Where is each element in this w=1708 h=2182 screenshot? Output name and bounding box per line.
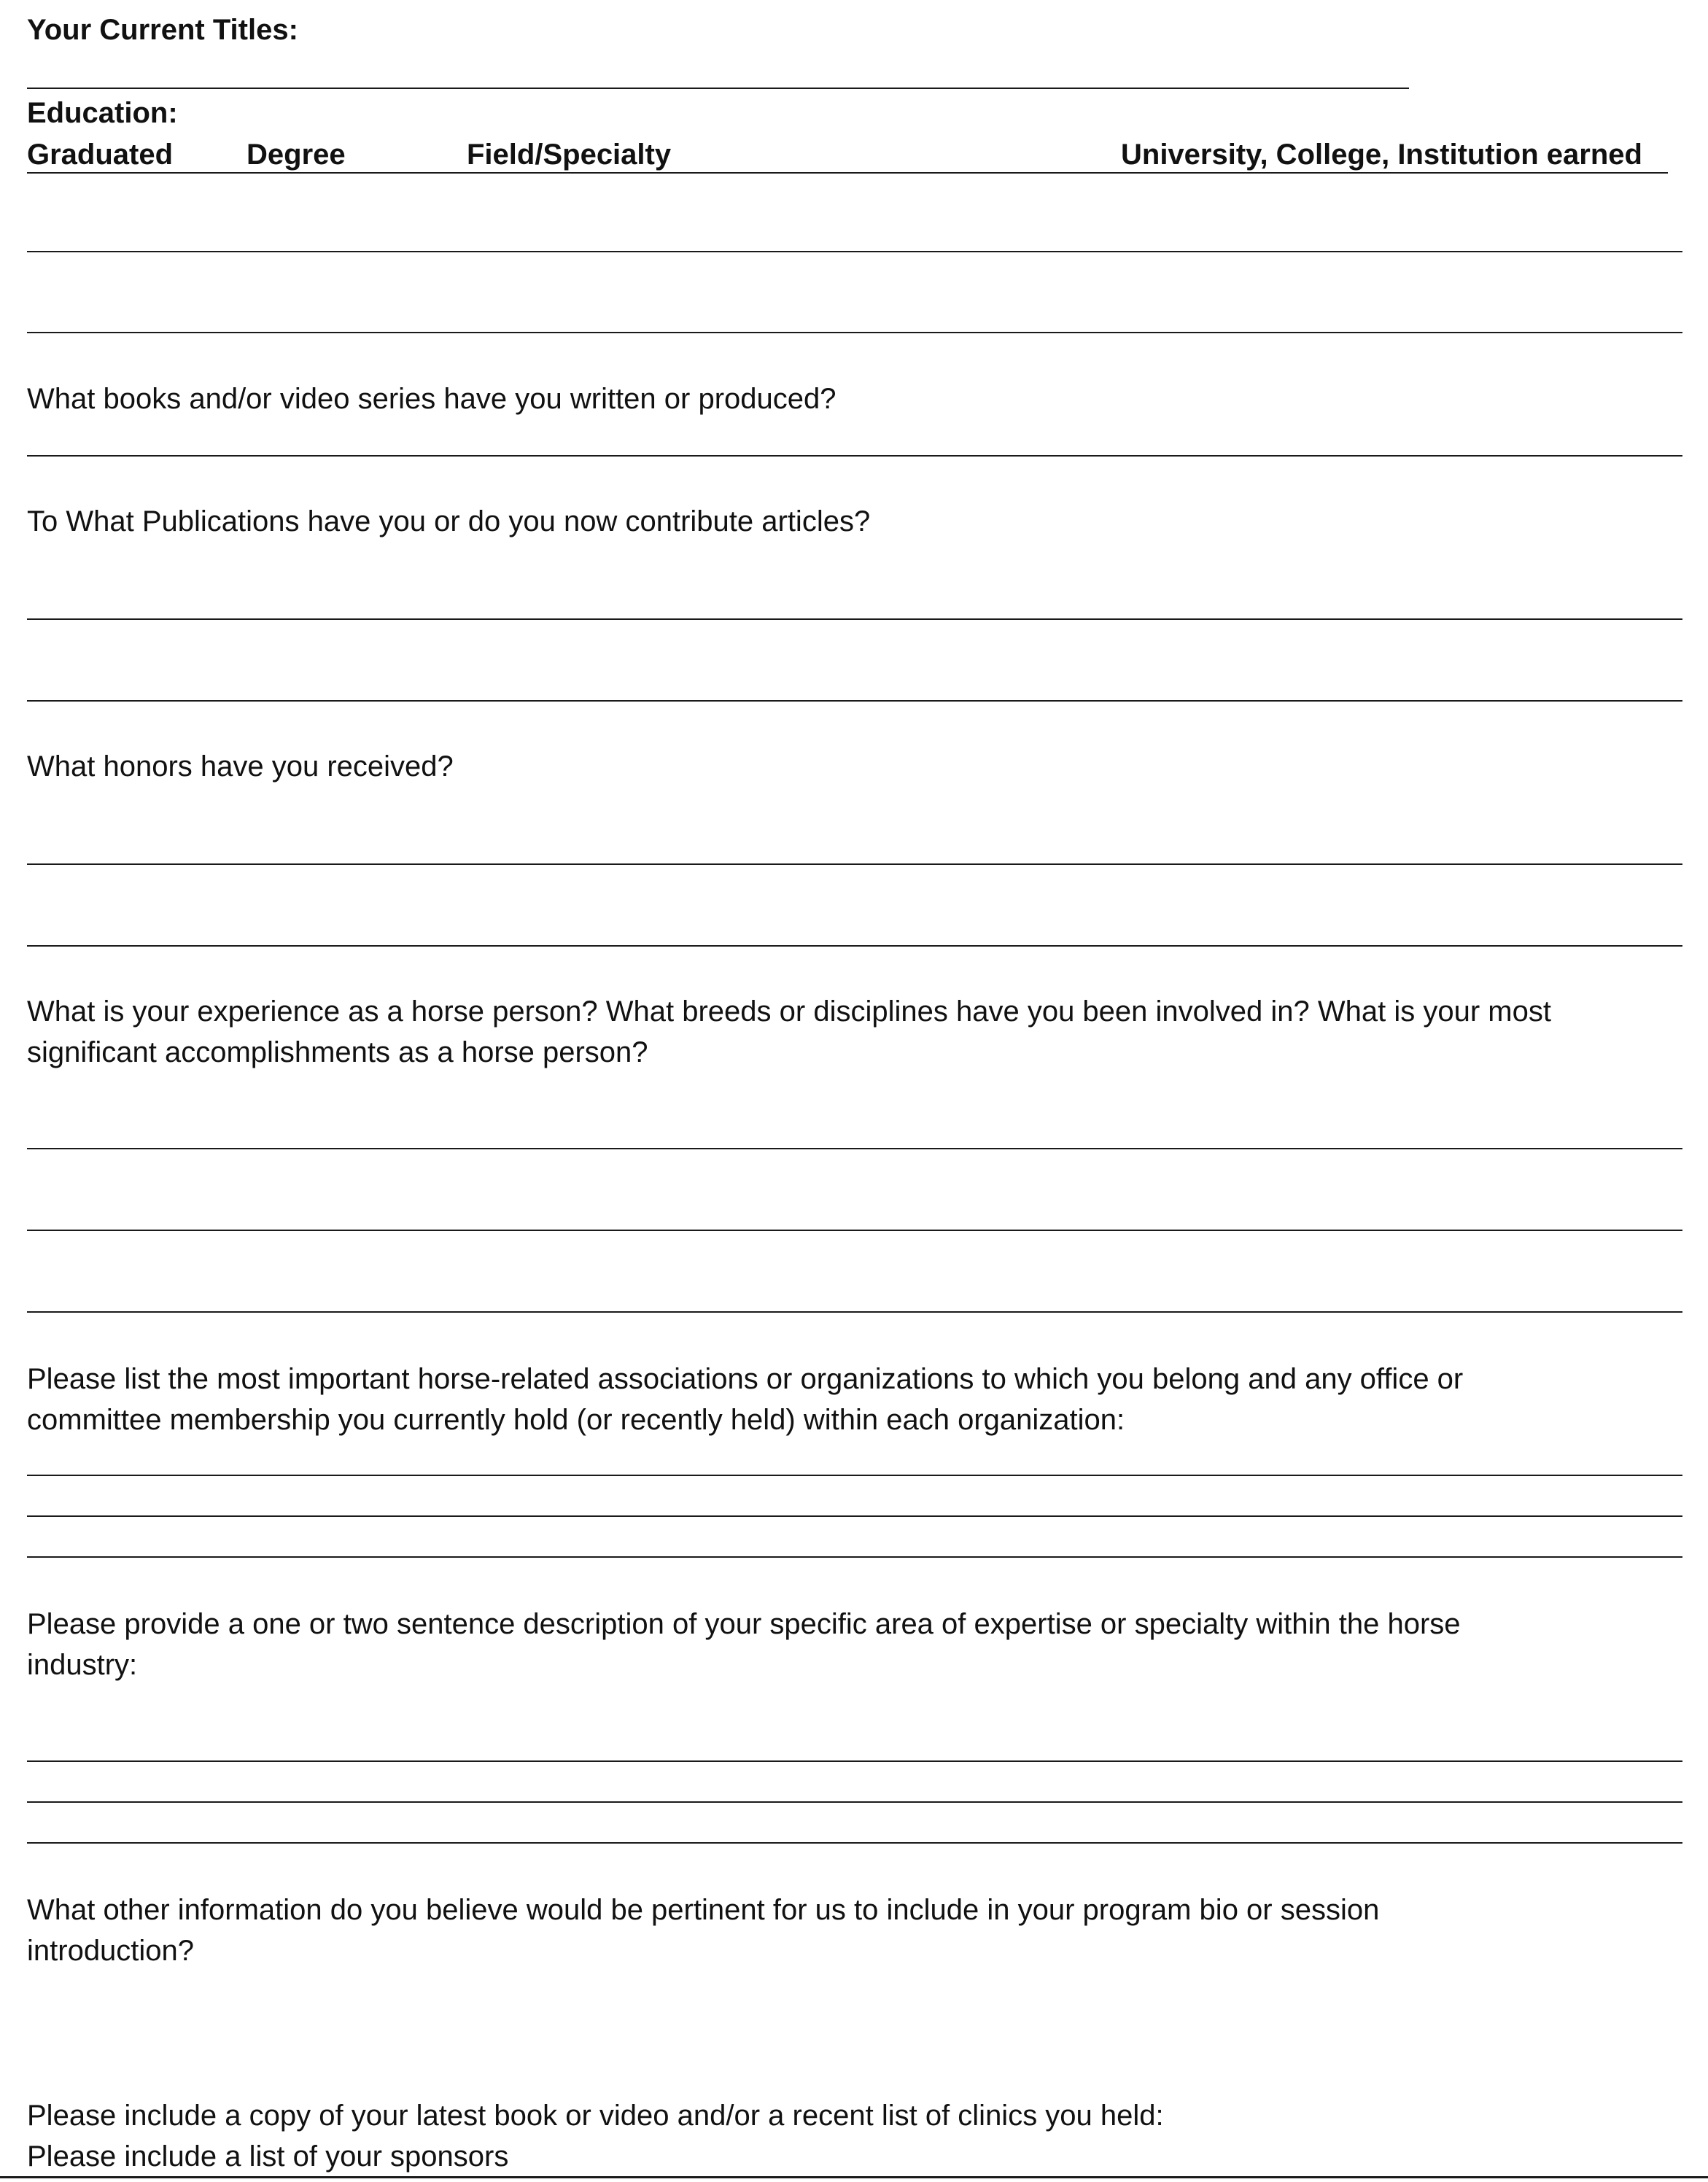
education-header-underline — [27, 172, 1668, 174]
sponsors-request-text: Please include a list of your sponsors — [27, 2140, 509, 2173]
books-question: What books and/or video series have you written or produced? — [27, 383, 836, 415]
expertise-answer-line-3[interactable] — [27, 1842, 1682, 1844]
other-info-question-line-2: introduction? — [27, 1935, 195, 1967]
education-label: Education: — [27, 97, 178, 129]
education-entry-line-1[interactable] — [27, 251, 1682, 252]
associations-answer-line-2[interactable] — [27, 1515, 1682, 1517]
education-col-institution: University, College, Institution earned — [1121, 139, 1642, 171]
publications-answer-line-2[interactable] — [27, 700, 1682, 702]
associations-question-line-2: committee membership you currently hold (or recently held) within each organization: — [27, 1404, 1125, 1436]
page-bottom-line — [0, 2176, 1708, 2178]
expertise-question-line-2: industry: — [27, 1649, 138, 1681]
associations-answer-line-1[interactable] — [27, 1475, 1682, 1476]
education-col-graduated: Graduated — [27, 139, 174, 171]
experience-answer-line-3[interactable] — [27, 1311, 1682, 1313]
expertise-answer-line-1[interactable] — [27, 1760, 1682, 1762]
education-entry-line-2[interactable] — [27, 332, 1682, 333]
associations-question-line-1: Please list the most important horse-related associations or organizations to which you belong and any office or — [27, 1363, 1464, 1395]
experience-answer-line-1[interactable] — [27, 1148, 1682, 1149]
publications-answer-line-1[interactable] — [27, 618, 1682, 620]
current-titles-input-line[interactable] — [27, 88, 1409, 89]
books-answer-line[interactable] — [27, 455, 1682, 457]
experience-question-line-1: What is your experience as a horse person? What breeds or disciplines have you been involved in? What is your most — [27, 995, 1551, 1028]
publications-question: To What Publications have you or do you now contribute articles? — [27, 505, 871, 537]
current-titles-label: Your Current Titles: — [27, 14, 298, 46]
education-col-degree: Degree — [247, 139, 346, 171]
honors-answer-line-1[interactable] — [27, 863, 1682, 865]
expertise-answer-line-2[interactable] — [27, 1801, 1682, 1803]
honors-question: What honors have you received? — [27, 750, 454, 783]
expertise-question-line-1: Please provide a one or two sentence description of your specific area of expertise or specialty within the horse — [27, 1608, 1461, 1640]
honors-answer-line-2[interactable] — [27, 945, 1682, 947]
education-col-field: Field/Specialty — [467, 139, 672, 171]
associations-answer-line-3[interactable] — [27, 1556, 1682, 1558]
copy-request-text: Please include a copy of your latest book or video and/or a recent list of clinics you held: — [27, 2100, 1164, 2132]
experience-answer-line-2[interactable] — [27, 1230, 1682, 1231]
experience-question-line-2: significant accomplishments as a horse person? — [27, 1036, 648, 1068]
other-info-question-line-1: What other information do you believe would be pertinent for us to include in your program bio or session — [27, 1894, 1380, 1926]
